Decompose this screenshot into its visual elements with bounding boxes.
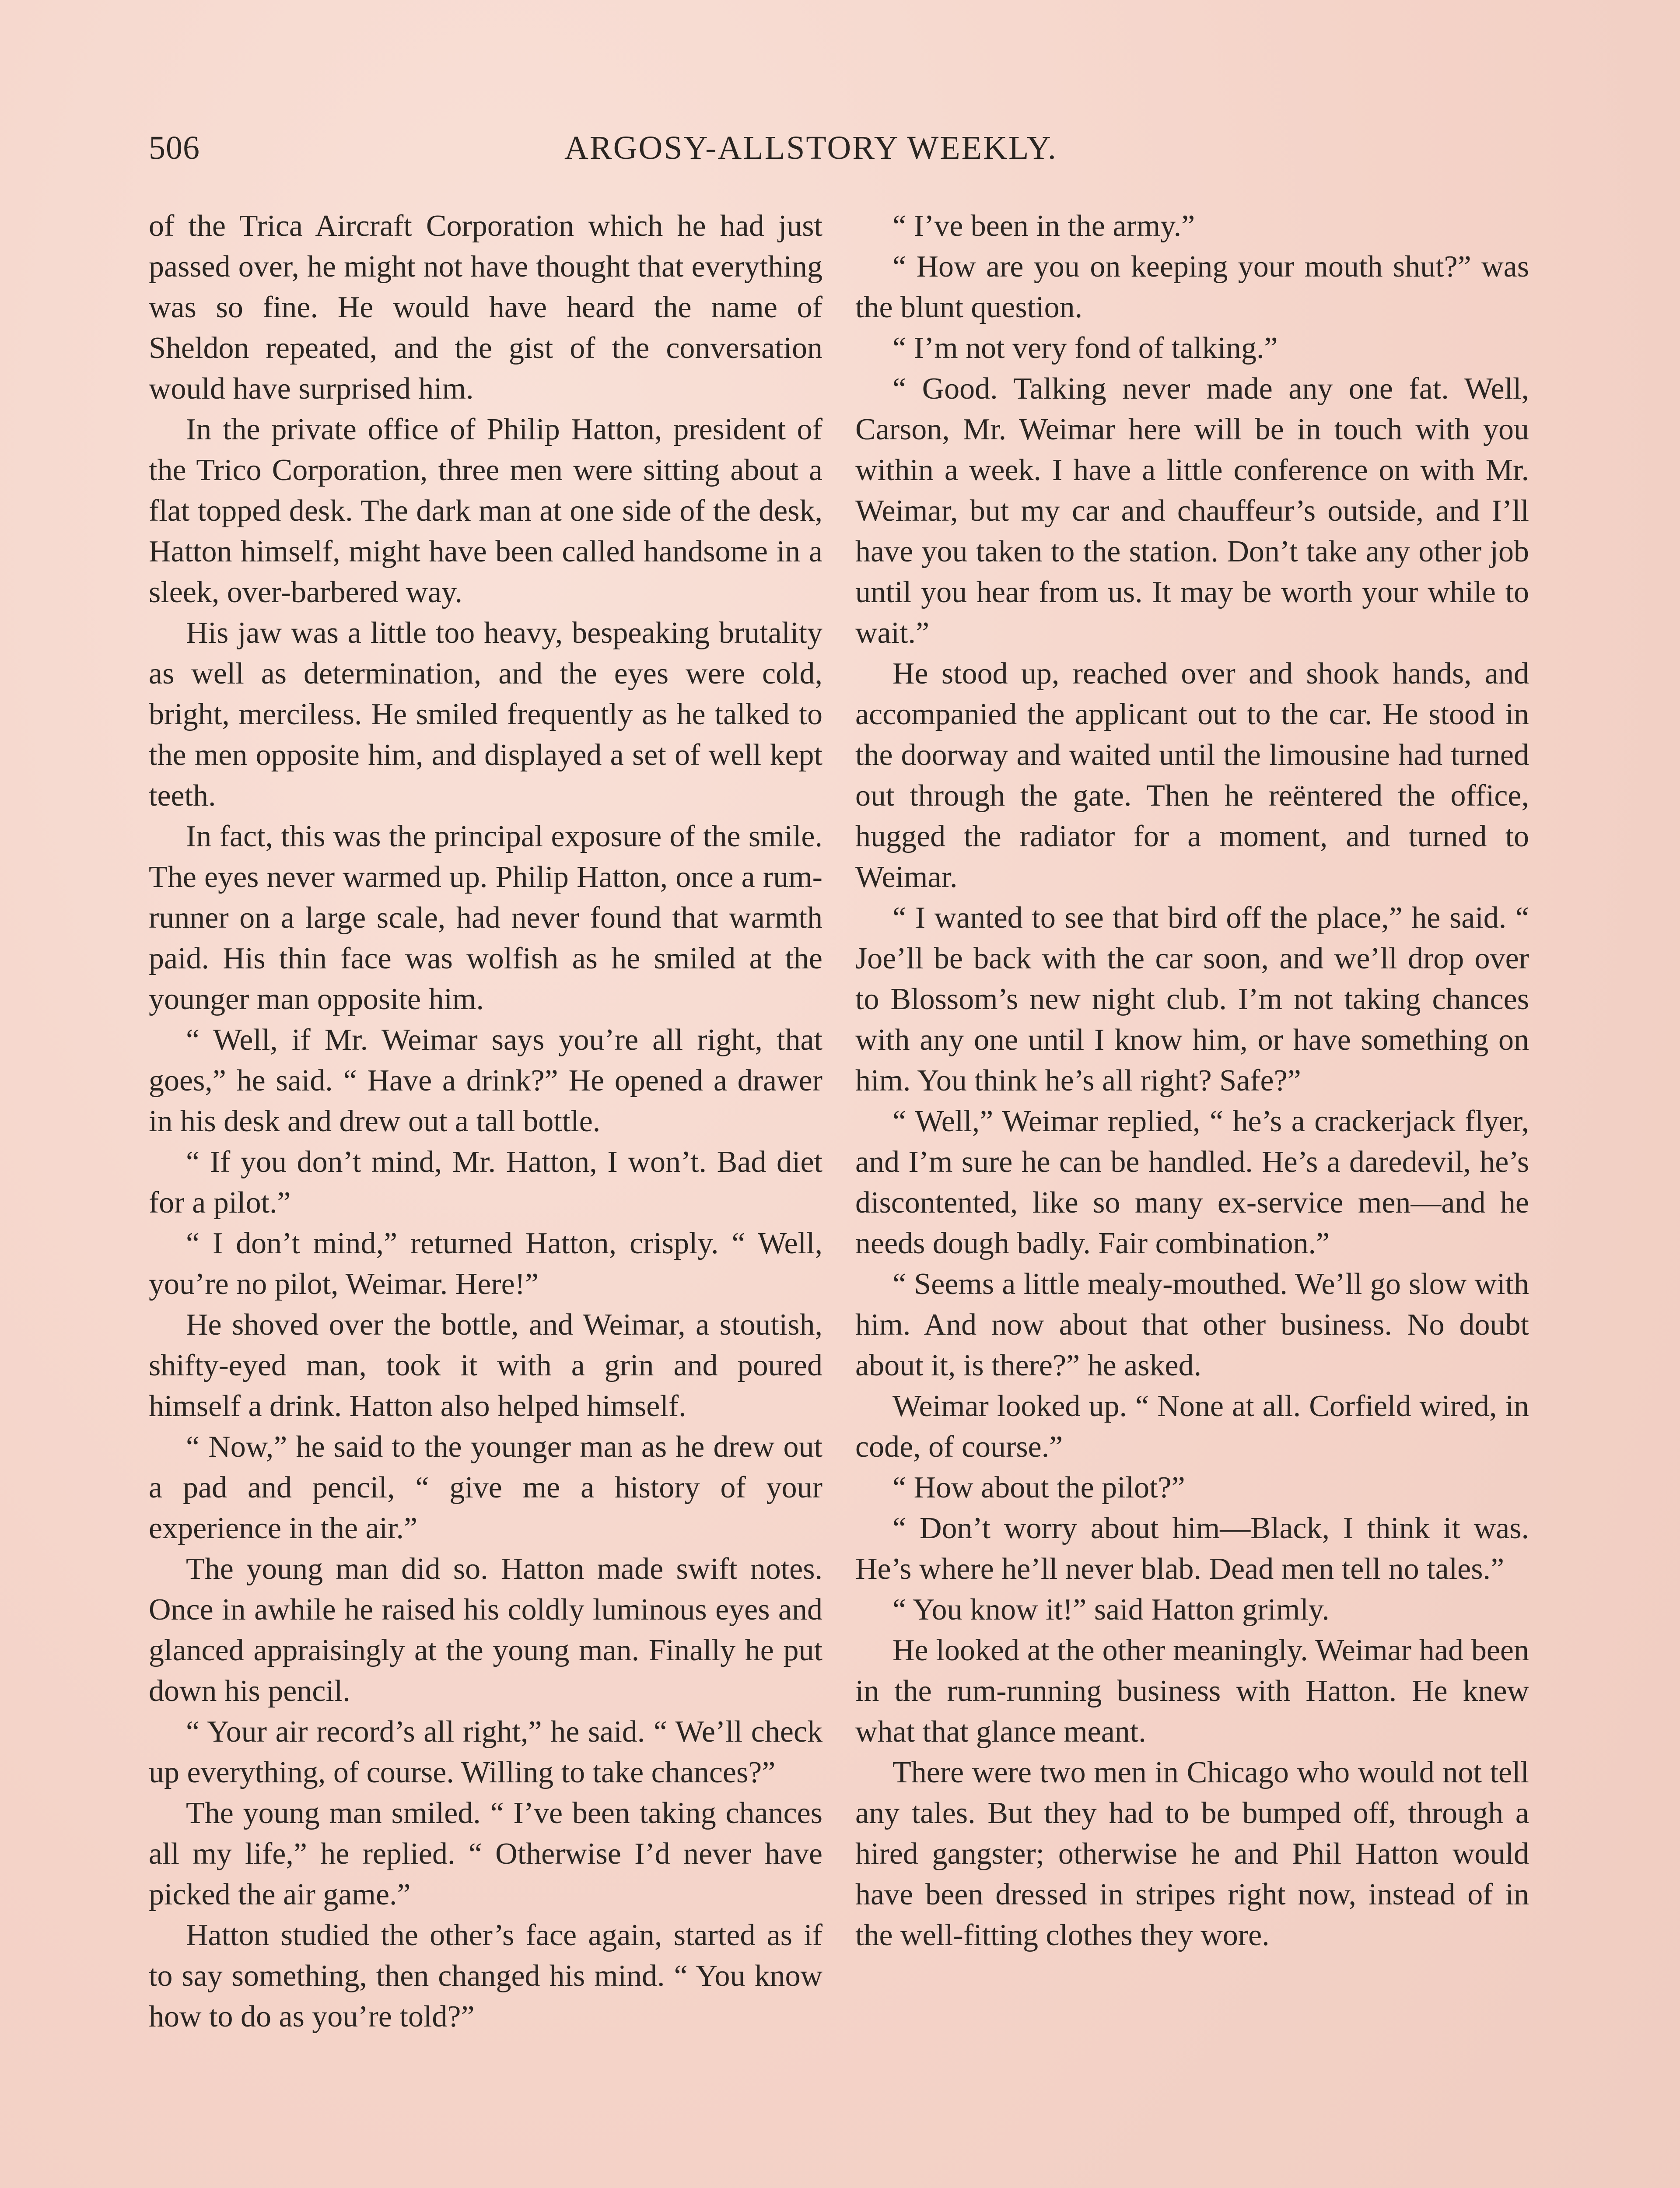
paragraph: He stood up, reached over and shook hands, and accompanied the applicant out to the car. He stood in the doorway and waited until the limousine had turned out through the gate. Then he reëntered the office, hugged the radiator for a moment, and turned to Weimar. [855,657,1529,894]
page-number: 506 [149,130,200,166]
paragraph: “ Seems a little mealy-mouthed. We’ll go slow with him. And now about that other business. No doubt about it, is there?” he asked. [855,1267,1529,1382]
paragraph: “ I’m not very fond of talking.” [892,331,1278,365]
paragraph: He looked at the other meaningly. Weimar had been in the rum-running business with Hatton. He knew what that glance meant. [855,1634,1529,1749]
right-column [855,206,1529,1956]
paragraph: of the Trica Aircraft Corporation which he had just passed over, he might not have thought that everything was so fine. He would have heard the name of Sheldon repeated, and the gist of the conversation would have surprised him. [149,209,822,406]
page-header [149,129,1124,177]
paragraph: “ You know it!” said Hatton grimly. [892,1593,1330,1627]
paragraph: “ How about the pilot?” [892,1471,1185,1504]
paragraph: “ Well,” Weimar replied, “ he’s a crackerjack flyer, and I’m sure he can be handled. He’s a daredevil, he’s discontented, like so many ex-service men—and he needs dough badly. Fair combination.” [855,1105,1529,1260]
paragraph: “ I’ve been in the army.” [892,209,1195,243]
paragraph: “ I don’t mind,” returned Hatton, crisply. “ Well, you’re no pilot, Weimar. Here!” [149,1227,822,1301]
paragraph: There were two men in Chicago who would not tell any tales. But they had to be bumped off, through a hired gangster; otherwise he and Phil Hatton would have been dressed in stripes right now, instead of in the well-fitting clothes they wore. [855,1756,1529,1952]
paragraph: The young man did so. Hatton made swift notes. Once in awhile he raised his coldly luminous eyes and glanced appraisingly at the young man. Finally he put down his pencil. [149,1552,822,1708]
paragraph: “ Your air record’s all right,” he said. “ We’ll check up everything, of course. Willing to take chances?” [149,1715,822,1789]
paragraph: “ Good. Talking never made any one fat. Well, Carson, Mr. Weimar here will be in touch with you within a week. I have a little conference on with Mr. Weimar, but my car and chauffeur’s outside, and I’ll have you taken to the station. Don’t take any other job until you hear from us. It may be worth your while to wait.” [855,372,1529,650]
paragraph: “ Well, if Mr. Weimar says you’re all right, that goes,” he said. “ Have a drink?” He opened a drawer in his desk and drew out a tall bottle. [149,1023,822,1138]
paragraph: His jaw was a little too heavy, bespeaking brutality as well as determination, and the eyes were cold, bright, merciless. He smiled frequently as he talked to the men opposite him, and displayed a set of well kept teeth. [149,616,822,813]
paragraph: In the private office of Philip Hatton, president of the Trico Corporation, three men were sitting about a flat topped desk. The dark man at one side of the desk, Hatton himself, might have been called handsome in a sleek, over-barbered way. [149,413,822,609]
paragraph: “ I wanted to see that bird off the place,” he said. “ Joe’ll be back with the car soon, and we’ll drop over to Blossom’s new night club. I’m not taking chances with any one until I know him, or have something on him. You think he’s all right? Safe?” [855,901,1529,1098]
paragraph: In fact, this was the principal exposure of the smile. The eyes never warmed up. Philip Hatton, once a rum-runner on a large scale, had never found that warmth paid. His thin face was wolfish as he smiled at the younger man opposite him. [149,820,822,1016]
paragraph: The young man smiled. “ I’ve been taking chances all my life,” he replied. “ Otherwise I’d never have picked the air game.” [149,1796,822,1911]
paragraph: “ Now,” he said to the younger man as he drew out a pad and pencil, “ give me a history of your experience in the air.” [149,1430,822,1545]
paragraph: “ If you don’t mind, Mr. Hatton, I won’t. Bad diet for a pilot.” [149,1145,822,1220]
paragraph: Hatton studied the other’s face again, started as if to say something, then changed his mind. “ You know how to do as you’re told?” [149,1918,822,2034]
paragraph: Weimar looked up. “ None at all. Corfield wired, in code, of course.” [855,1389,1529,1464]
running-head: ARGOSY-ALLSTORY WEEKLY. [564,130,1057,166]
left-column [149,206,822,2037]
paragraph: “ Don’t worry about him—Black, I think it was. He’s where he’ll never blab. Dead men tell no tales.” [855,1511,1529,1586]
paragraph: “ How are you on keeping your mouth shut?” was the blunt question. [855,250,1529,324]
paragraph: He shoved over the bottle, and Weimar, a stoutish, shifty-eyed man, took it with a grin and poured himself a drink. Hatton also helped himself. [149,1308,822,1423]
